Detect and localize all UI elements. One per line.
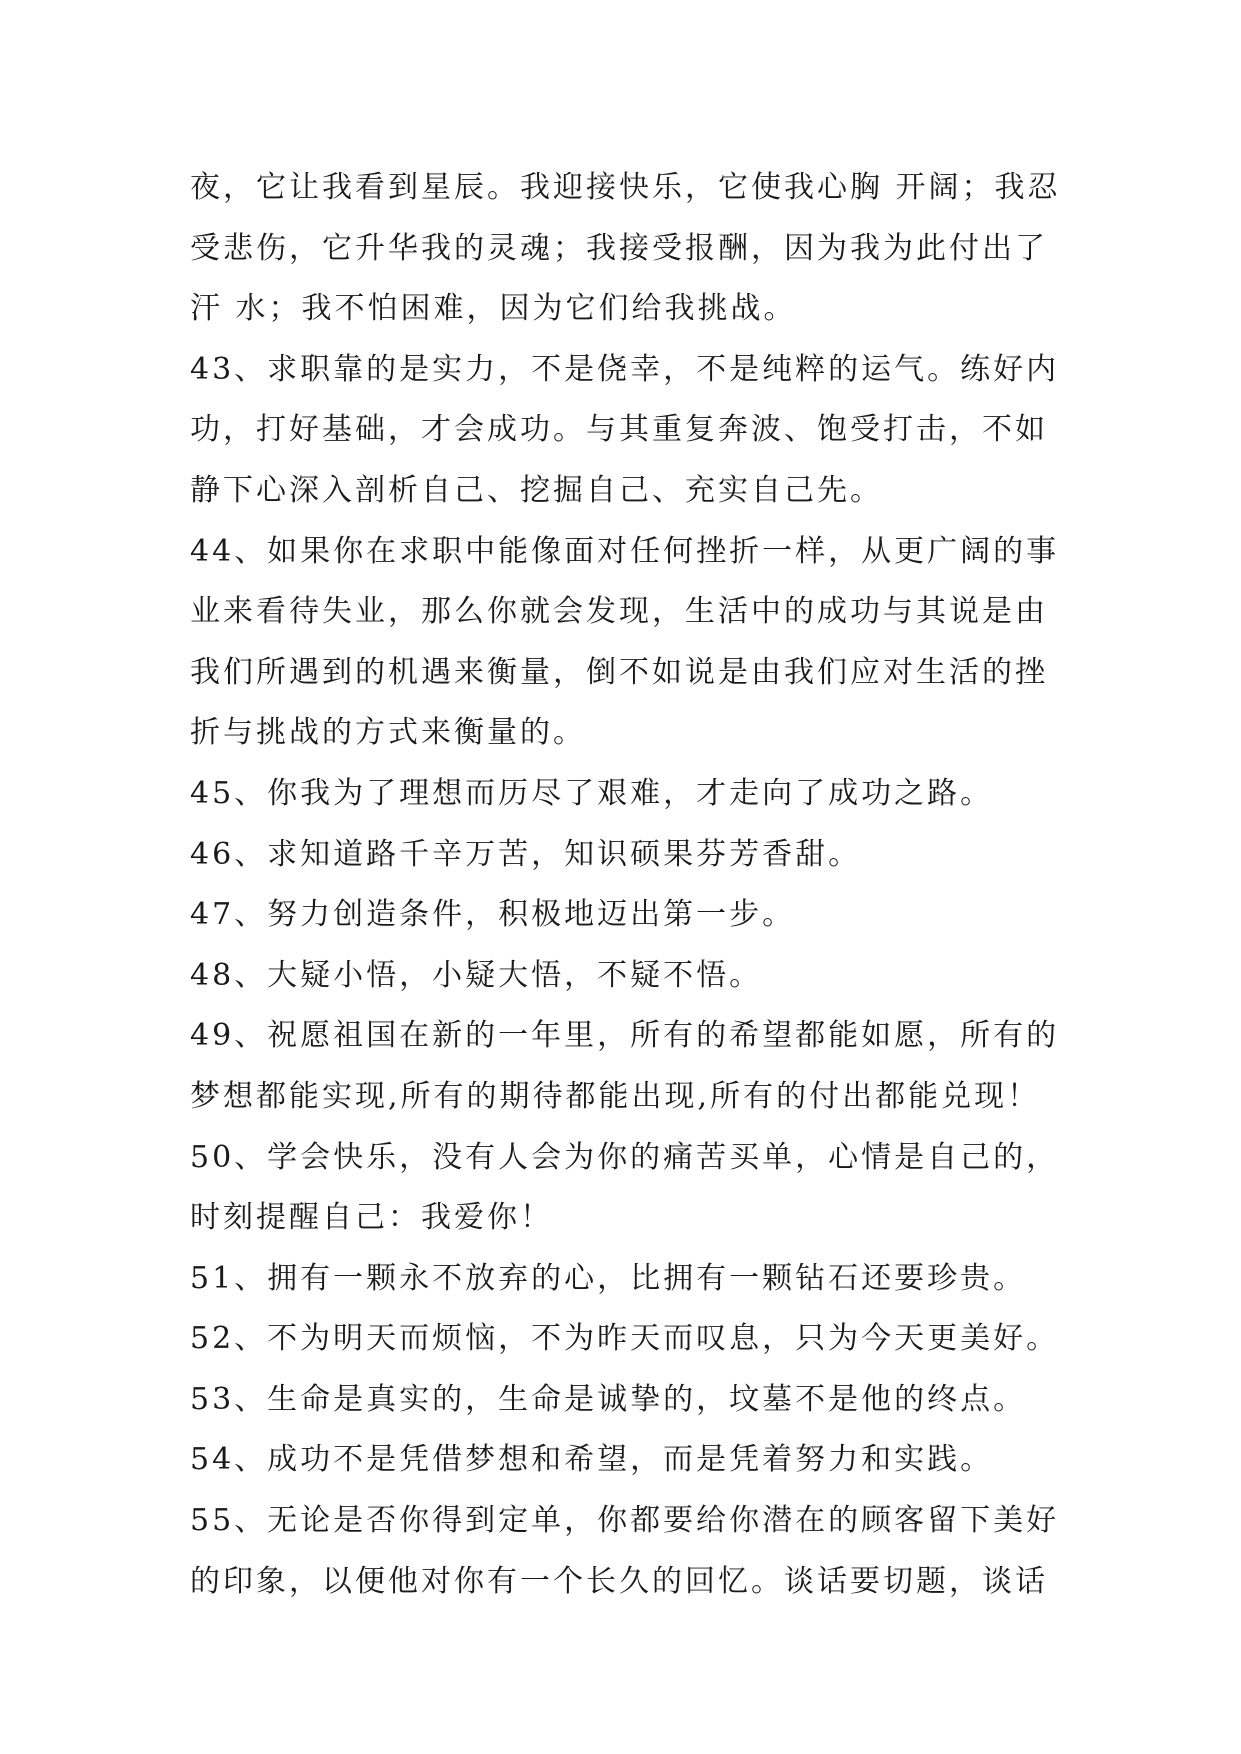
paragraph-46: 46、求知道路千辛万苦，知识硕果芬芳香甜。: [190, 836, 862, 872]
paragraph-48: 48、大疑小悟，小疑大悟，不疑不悟。: [190, 957, 763, 993]
paragraph-53: 53、生命是真实的，生命是诚挚的，坟墓不是他的终点。: [190, 1381, 1027, 1417]
paragraph-49: 49、祝愿祖国在新的一年里，所有的希望都能如愿，所有的梦想都能实现,所有的期待都能出现,所有的付出都能兑现！: [190, 1018, 1060, 1114]
paragraph-55: 55、无论是否你得到定单，你都要给你潜在的顾客留下美好的印象，以便他对你有一个长久的回忆。谈话要切题，谈话: [190, 1503, 1060, 1599]
paragraph-47: 47、努力创造条件，积极地迈出第一步。: [190, 897, 796, 933]
document-body: [190, 158, 1070, 1612]
paragraph-44: 44、如果你在求职中能像面对任何挫折一样，从更广阔的事业来看待失业，那么你就会发现，生活中的成功与其说是由我们所遇到的机遇来衡量，倒不如说是由我们应对生活的挫折与挑战的方式来衡量的。: [190, 533, 1060, 751]
paragraph-52: 52、不为明天而烦恼，不为昨天而叹息，只为今天更美好。: [190, 1321, 1060, 1357]
paragraph-45: 45、你我为了理想而历尽了艰难，才走向了成功之路。: [190, 775, 994, 811]
paragraph-51: 51、拥有一颗永不放弃的心，比拥有一颗钻石还要珍贵。: [190, 1260, 1027, 1296]
paragraph-50: 50、学会快乐，没有人会为你的痛苦买单，心情是自己的，时刻提醒自己：我爱你！: [190, 1139, 1060, 1236]
paragraph-43: 43、求职靠的是实力，不是侥幸，不是纯粹的运气。练好内功，打好基础，才会成功。与其重复奔波、饱受打击，不如静下心深入剖析自己、挖掘自己、充实自己先。: [190, 351, 1060, 508]
paragraph-54: 54、成功不是凭借梦想和希望，而是凭着努力和实践。: [190, 1442, 994, 1478]
paragraph-continued: 夜，它让我看到星辰。我迎接快乐，它使我心胸 开阔；我忍受悲伤，它升华我的灵魂；我接受报酬，因为我为此付出了汗 水；我不怕困难，因为它们给我挑战。: [190, 170, 1061, 327]
